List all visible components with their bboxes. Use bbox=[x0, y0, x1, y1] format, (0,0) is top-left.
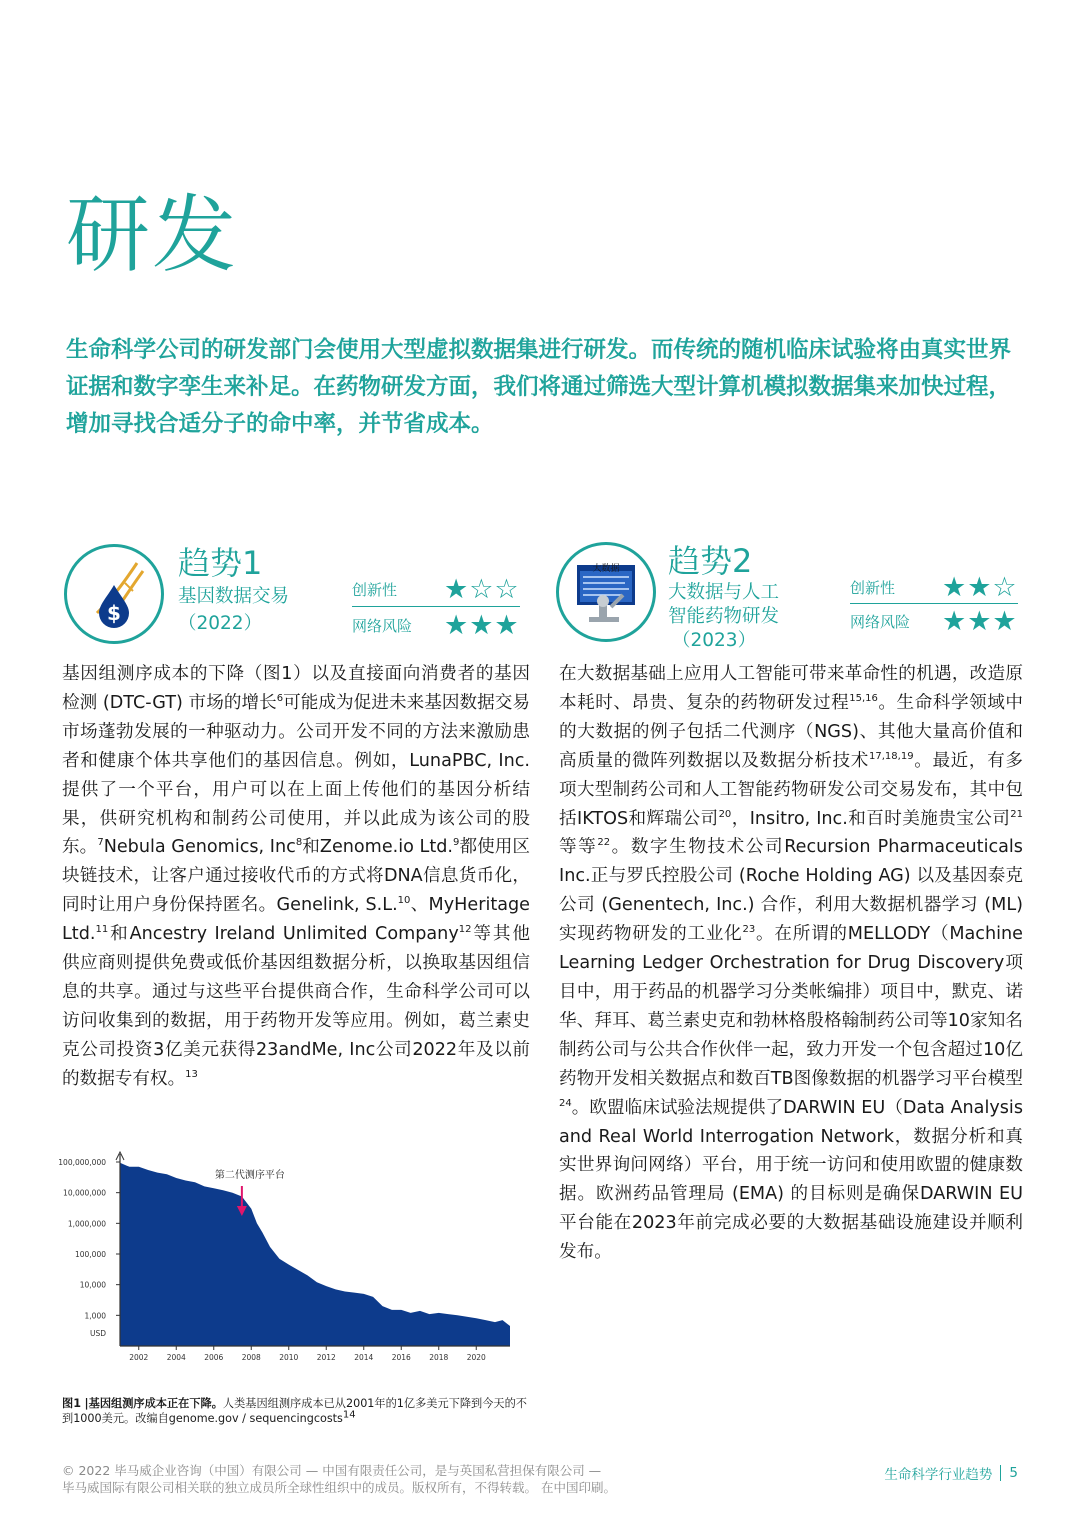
footer-line-1: © 2022 毕马威企业咨询（中国）有限公司 — 中国有限责任公司，是与英国私营担保有限公司 — bbox=[62, 1463, 602, 1478]
rating-divider bbox=[352, 606, 520, 607]
figure-caption: 图1 |基因组测序成本正在下降。人类基因组测序成本已从2001年的1亿多美元下降到今天的不到1000美元。改编自genome.gov / sequencingcosts$^{14}$ bbox=[62, 1397, 527, 1425]
dna-dollar-drop-icon bbox=[64, 544, 164, 644]
trend-1-subtitle-line2: （2022） bbox=[178, 613, 263, 634]
x-tick-label: 2002 bbox=[129, 1353, 149, 1362]
y-tick-label: 1,000 bbox=[84, 1311, 106, 1321]
trend-2-subtitle bbox=[668, 581, 779, 653]
cyber-risk-label: 网络风险 bbox=[352, 617, 413, 635]
x-tick-label: 2018 bbox=[429, 1353, 449, 1362]
trend-1-innovation-rating bbox=[352, 576, 520, 603]
x-tick-label: 2014 bbox=[354, 1353, 374, 1362]
innovation-label: 创新性 bbox=[850, 579, 896, 597]
trend-2-name: 趋势2 bbox=[668, 542, 753, 580]
cyber-risk-label: 网络风险 bbox=[850, 613, 911, 631]
svg-text:$: $ bbox=[107, 601, 121, 625]
chart-annotation: 第二代测序平台 bbox=[214, 1170, 285, 1181]
chart-area-series bbox=[120, 1163, 510, 1346]
x-tick-label: 2006 bbox=[204, 1353, 224, 1362]
microscope-screen-icon bbox=[556, 542, 656, 642]
y-tick-label: 100,000,000 bbox=[58, 1158, 106, 1167]
innovation-stars: ★☆☆ bbox=[444, 574, 520, 605]
rating-divider bbox=[850, 603, 1018, 604]
caption-bold: |基因组测序成本正在下降。 bbox=[84, 1397, 223, 1410]
sequencing-cost-chart bbox=[58, 1150, 528, 1380]
x-tick-label: 2004 bbox=[166, 1353, 186, 1362]
footer-section bbox=[884, 1463, 1018, 1483]
trend-2-subtitle-line1: 大数据与人工 bbox=[668, 582, 780, 603]
footer-separator bbox=[1000, 1465, 1001, 1481]
innovation-label: 创新性 bbox=[352, 581, 398, 599]
trend-1-subtitle bbox=[178, 585, 289, 636]
y-tick-label: 10,000 bbox=[79, 1280, 106, 1290]
y-tick-label: 10,000,000 bbox=[63, 1188, 106, 1198]
y-tick-label: 100,000 bbox=[74, 1250, 106, 1259]
x-tick-label: 2012 bbox=[316, 1353, 336, 1362]
footer-line-2: 毕马威国际有限公司相关联的独立成员所全球性组织中的成员。版权所有，不得转载。 在中国印刷。 bbox=[62, 1480, 616, 1495]
y-axis-label: USD bbox=[89, 1329, 106, 1338]
trend-1-name: 趋势1 bbox=[178, 544, 263, 582]
trend-1-cyber-rating bbox=[352, 612, 520, 639]
caption-label: 图1 bbox=[62, 1397, 81, 1410]
chart-canvas bbox=[58, 1150, 528, 1380]
trend-2-subtitle-line2: 智能药物研发 bbox=[668, 606, 780, 627]
x-tick-label: 2010 bbox=[279, 1353, 299, 1362]
x-tick-label: 2016 bbox=[391, 1353, 411, 1362]
trend-2-body-text: 在大数据基础上应用人工智能可带来革命性的机遇，改造原本耗时、昂贵、复杂的药物研发过程$^{15,16}$。生命科学领域中的大数据的例子包括二代测序（NGS)、其他大量高价值和高质量的微阵列数据以及数据分析技术$^{17,18,19}$。最近，有多项大型制药公司和人工智能药物研发公司交易发布，其中包括IKTOS和辉瑞公司$^{20}$，Insitro, Inc.和百时美施贵宝公司$^{21}$等等$^{22}$。数字生物技术公司Recursion Pharmaceuticals Inc.正与罗氏控股公司 (Roche Holding AG) 以及基因泰克公司 (Genentech, Inc.) 合作，利用大数据机器学习 (ML) 实现药物研发的工业化$^{23}$。在所谓的MELLODY（Machine Learning Ledger Orchestration for Drug Discovery项目中，用于药品的机器学习分类帐编排）项目中，默克、诺华、拜耳、葛兰素史克和勃林格殷格翰制药公司等10家知名制药公司与公共合作伙伴一起，致力开发一个包含超过10亿药物开发相关数据点和数百TB图像数据的机器学习平台模型$^{24}$。欧盟临床试验法规提供了DARWIN EU（Data Analysis and Real World Interrogation Network，数据分析和真实世界询问网络）平台，用于统一访问和使用欧盟的健康数据。欧洲药品管理局 (EMA) 的目标则是确保DARWIN EU平台能在2023年前完成必要的大数据基础设施建设并顺利发布。 bbox=[559, 664, 1023, 1263]
footer-section-title: 生命科学行业趋势 bbox=[884, 1467, 993, 1483]
trend-2-innovation-rating bbox=[850, 574, 1018, 601]
page-title: 研发 bbox=[66, 186, 239, 284]
page-number: 5 bbox=[1009, 1465, 1018, 1481]
x-tick-label: 2020 bbox=[466, 1353, 486, 1362]
caption-text: 人类基因组测序成本已从2001年的1亿多美元下降到今天的不到1000美元。改编自genome.gov / sequencingcosts bbox=[62, 1397, 527, 1425]
trend-2-cyber-rating bbox=[850, 608, 1018, 635]
y-tick-label: 1,000,000 bbox=[67, 1219, 106, 1229]
trend-2-subtitle-line3: （2023） bbox=[672, 630, 757, 651]
intro-paragraph: 生命科学公司的研发部门会使用大型虚拟数据集进行研发。而传统的随机临床试验将由真实世界证据和数字孪生来补足。在药物研发方面，我们将通过筛选大型计算机模拟数据集来加快过程，增加寻找合适分子的命中率，并节省成本。 bbox=[66, 337, 1012, 437]
footer-copyright bbox=[62, 1462, 616, 1496]
x-tick-label: 2008 bbox=[241, 1353, 261, 1362]
innovation-stars: ★★☆ bbox=[942, 572, 1018, 603]
cyber-risk-stars: ★★★ bbox=[444, 610, 520, 641]
trend-1-body-text: 基因组测序成本的下降（图1）以及直接面向消费者的基因检测 (DTC-GT) 市场的增长$^6$可能成为促进未来基因数据交易市场蓬勃发展的一种驱动力。公司开发不同的方法来激励患者和健康个体共享他们的基因信息。例如，LunaPBC, Inc.提供了一个平台，用户可以在上面上传他们的基因分析结果，供研究机构和制药公司使用，并以此成为该公司的股东。$^7$Nebula Genomics, Inc$^8$和Zenome.io Ltd.$^9$都使用区块链技术，让客户通过接收代币的方式将DNA信息货币化，同时让用户身份保持匿名。Genelink, S.L.$^{10}$、MyHeritage Ltd.$^{11}$和Ancestry Ireland Unlimited Company$^{12}$等其他供应商则提供免费或低价基因组数据分析，以换取基因组信息的共享。通过与这些平台提供商合作，生命科学公司可以访问收集到的数据，用于药物开发等应用。例如，葛兰素史克公司投资3亿美元获得23andMe, Inc公司2022年及以前的数据专有权。$^{13}$ bbox=[62, 664, 530, 1089]
cyber-risk-stars: ★★★ bbox=[942, 606, 1018, 637]
icon-label: 大数据 bbox=[592, 564, 620, 574]
trend-1-subtitle-line1: 基因数据交易 bbox=[178, 586, 290, 607]
